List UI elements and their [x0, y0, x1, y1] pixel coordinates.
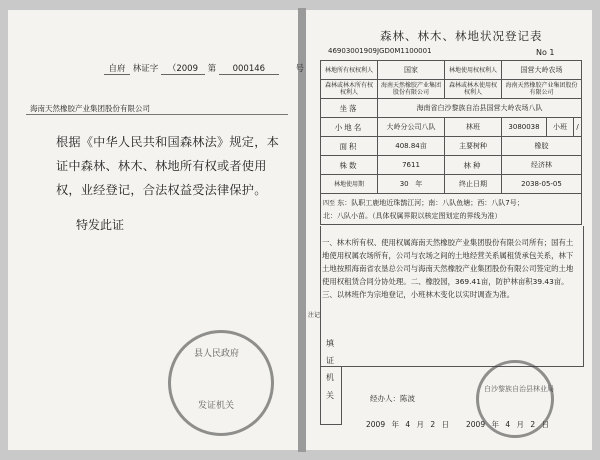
linban-label: 林班	[445, 118, 502, 137]
notes-label: 注记	[308, 312, 321, 319]
cert-type: 林证字	[132, 64, 159, 74]
seal2-text: 白沙黎族自治县林业局	[484, 385, 554, 393]
table-row	[321, 175, 582, 194]
table-number: 46903001909JGD0M1100001	[328, 47, 432, 55]
register-table	[320, 60, 582, 225]
cert-year: （2009	[161, 62, 205, 75]
tree-count-value: 7611	[378, 156, 445, 175]
forest-type-label: 林种	[445, 156, 502, 175]
forest-type-value: 经济林	[502, 156, 582, 175]
table-row	[321, 80, 582, 99]
handler	[370, 393, 415, 404]
holder-name: 海南天然橡胶产业集团股份有限公司	[30, 104, 150, 113]
certificate-number	[104, 62, 304, 75]
land-user-value: 国营大岭农场	[502, 61, 582, 80]
reg-char: 机	[326, 373, 334, 382]
handler-label: 经办人：	[370, 394, 400, 403]
land-owner-value: 国家	[378, 61, 445, 80]
term-label: 林地使用期	[321, 175, 378, 194]
certificate-left-page	[8, 10, 305, 450]
term-cell	[378, 175, 445, 194]
boundary-cell	[321, 194, 582, 225]
linban-value: 3080038	[502, 118, 547, 137]
place-name-value: 大岭分公司八队	[378, 118, 445, 137]
forest-owner-value: 海南天然橡胶产业集团股份有限公司	[378, 80, 445, 99]
land-user-label: 林地使用权权利人	[445, 61, 502, 80]
land-owner-label: 林地所有权权利人	[321, 61, 378, 80]
forest-user-value: 海南天然橡胶产业集团股份有限公司	[502, 80, 582, 99]
end-date-value: 2038-05-05	[502, 175, 582, 194]
forestry-bureau-seal	[476, 360, 554, 438]
table-row	[321, 137, 582, 156]
cert-no-label: 第	[207, 64, 217, 74]
area-value: 408.84亩	[378, 137, 445, 156]
seal-subtext: 发证机关	[198, 401, 235, 411]
forest-user-label: 森林或林木使用权权利人	[445, 80, 502, 99]
species-value: 橡胶	[502, 137, 582, 156]
reg-char: 关	[326, 391, 334, 400]
xiaoban-label: 小班	[547, 118, 574, 137]
boundary-line1: 东：队职工鹿地近珠鹊江河；南：八队鱼塘；西：八队7号；	[337, 198, 524, 207]
table-row	[321, 194, 582, 225]
seal-text: 县人民政府	[194, 349, 240, 359]
area-label: 面积	[321, 137, 378, 156]
boundary-line2: 北：八队小苗。（具体权属界限以核定图划定的界线为准）	[323, 211, 502, 220]
page-number: No 1	[536, 48, 555, 57]
cert-no: 000146	[219, 64, 279, 75]
cert-suffix: 号	[295, 64, 305, 74]
end-date-label: 终止日期	[445, 175, 502, 194]
holder-underline	[26, 114, 288, 115]
register-date-right: 2009 年 4 月 2 日	[466, 420, 550, 429]
table-row	[321, 156, 582, 175]
term-value: 30	[399, 180, 409, 188]
notes-text: 一、林木所有权、使用权属海南天然橡胶产业集团股份有限公司所有；国有土地使用权属农场所有，公司与农场之间的土地经营关系属租赁承包关系，林下土地按照海南省农垦总公司与海南天然橡胶产业集团股份有限公司签定的土地使用权租赁合同分协处理。二、橡胶园，369.41亩，防护林亩积39.43亩。三、以林班作为宗地登记，小班林木变化以实时调查为准。	[322, 238, 574, 299]
reg-char: 填	[326, 339, 334, 348]
xiaoban-value: /	[574, 118, 582, 137]
register-right-page	[306, 10, 592, 450]
location-value: 海南省白沙黎族自治县国营大岭农场八队	[378, 99, 582, 118]
forest-owner-label: 森林或林木所有权权利人	[321, 80, 378, 99]
term-unit: 年	[415, 180, 423, 188]
register-date-left: 2009 年 4 月 2 日	[366, 420, 450, 429]
register-title: 森林、林木、林地状况登记表	[380, 29, 543, 43]
boundary-title: 四至	[323, 199, 336, 207]
reg-char: 证	[326, 356, 334, 365]
issue-text: 特发此证	[76, 218, 125, 232]
location-label: 坐落	[321, 99, 378, 118]
tree-count-label: 株数	[321, 156, 378, 175]
table-row	[321, 99, 582, 118]
handler-name: 陈波	[400, 394, 415, 403]
certificate-body-text: 根据《中华人民共和国森林法》规定，本证中森林、林木、林地所有权或者使用权，业经登记，合法权益受法律保护。	[56, 135, 279, 197]
table-row	[321, 61, 582, 80]
cert-prefix: 自府	[104, 62, 130, 75]
table-row	[321, 118, 582, 137]
species-label: 主要树种	[445, 137, 502, 156]
place-name-label: 小地名	[321, 118, 378, 137]
